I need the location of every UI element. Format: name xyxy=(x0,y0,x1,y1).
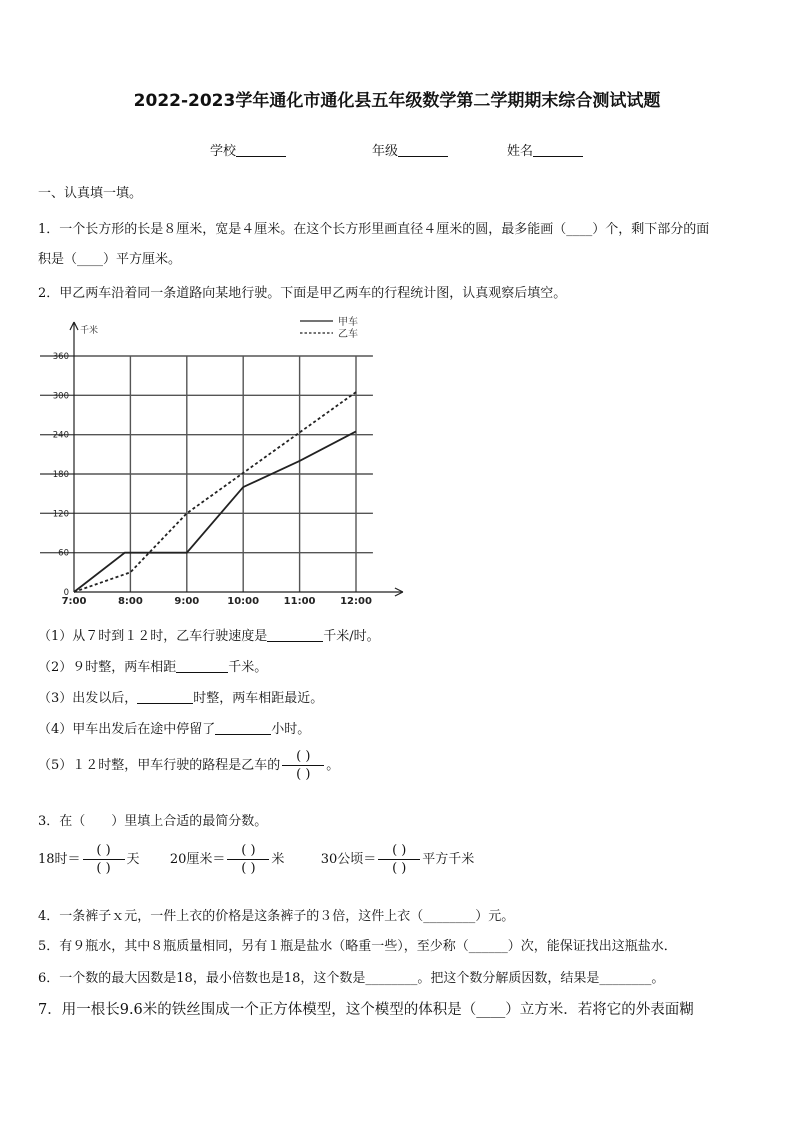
fraction-blank[interactable]: $\frac{( )}{( )}$ xyxy=(282,748,324,783)
question-3-items xyxy=(38,842,474,877)
question-2-part-2: （2）９时整，两车相距 千米。 xyxy=(38,660,268,675)
series-line-dashed xyxy=(74,392,356,592)
question-1-line-1: 1．一个长方形的长是８厘米，宽是４厘米。在这个长方形里画直径４厘米的圆，最多能画（____）个，剩下部分的面 xyxy=(38,222,710,237)
q3-item-1: 18时＝ $\frac{( )}{( )}$ 天 xyxy=(38,843,140,876)
y-tick-label: 240 xyxy=(52,430,69,441)
fraction-blank[interactable]: $\frac{( )}{( )}$ xyxy=(227,842,269,877)
chart-axes xyxy=(70,322,403,596)
section-heading: 一、认真填一填。 xyxy=(38,186,143,201)
x-tick-label: 12:00 xyxy=(340,596,372,607)
fraction-blank[interactable]: $\frac{( )}{( )}$ xyxy=(83,842,125,877)
school-blank[interactable] xyxy=(236,144,286,157)
y-tick-label: 300 xyxy=(52,391,69,402)
name-label: 姓名 xyxy=(507,144,534,159)
legend-label: 乙车 xyxy=(338,329,358,340)
school-label: 学校 xyxy=(210,144,237,159)
q3-item-2: 20厘米＝ $\frac{( )}{( )}$ 米 xyxy=(169,843,285,876)
question-2-part-1: （1）从７时到１２时，乙车行驶速度是 千米/时。 xyxy=(38,629,380,644)
question-3: 3．在（ ）里填上合适的最简分数。 xyxy=(38,814,268,829)
y-axis-label: 千米 xyxy=(80,326,99,336)
grade-label: 年级 xyxy=(372,144,399,159)
school-field xyxy=(210,140,286,159)
question-2-part-3: （3）出发以后， 时整，两车相距最近。 xyxy=(38,691,324,706)
question-2-part-4: （4）甲车出发后在途中停留了 小时。 xyxy=(38,722,311,737)
x-tick-label: 9:00 xyxy=(174,596,200,607)
question-7: 7．用一根长9.6米的铁丝围成一个正方体模型，这个模型的体积是（____）立方米．若将它的外表面糊 xyxy=(38,1002,694,1018)
x-tick-label: 8:00 xyxy=(117,596,143,607)
legend-label: 甲车 xyxy=(338,317,358,328)
chart-grid xyxy=(40,356,373,592)
y-tick-label: 0 xyxy=(63,588,69,598)
fraction-blank[interactable]: $\frac{( )}{( )}$ xyxy=(378,842,420,877)
chart-ticks xyxy=(53,352,372,607)
y-tick-label: 360 xyxy=(52,352,69,362)
answer-blank[interactable] xyxy=(267,629,323,642)
x-tick-label: 7:00 xyxy=(61,596,87,607)
question-1-line-2: 积是（____）平方厘米。 xyxy=(38,252,182,267)
series-line-solid xyxy=(74,431,356,592)
page-title: 2022-2023学年通化市通化县五年级数学第二学期期末综合测试试题 xyxy=(133,91,661,111)
question-5: 5．有９瓶水，其中８瓶质量相同，另有１瓶是盐水（略重一些），至少称（______）次，能保证找出这瓶盐水． xyxy=(38,939,677,954)
name-field xyxy=(507,140,583,159)
question-4: 4．一条裤子ｘ元，一件上衣的价格是这条裤子的３倍，这件上衣（________）元。 xyxy=(38,909,515,924)
answer-blank[interactable] xyxy=(176,660,228,673)
question-2-part-5: （5）１２时整，甲车行驶的路程是乙车的 $\frac{( )}{( )}$ 。 xyxy=(38,749,340,782)
x-tick-label: 10:00 xyxy=(227,596,260,607)
travel-chart xyxy=(38,312,413,610)
grade-blank[interactable] xyxy=(398,144,448,157)
y-tick-label: 60 xyxy=(58,548,69,559)
y-tick-label: 180 xyxy=(52,470,69,480)
x-tick-label: 11:00 xyxy=(283,596,316,607)
q3-item-3: 30公顷＝ $\frac{( )}{( )}$ 平方千米 xyxy=(320,843,475,876)
answer-blank[interactable] xyxy=(137,691,193,704)
grade-field xyxy=(372,140,448,159)
question-6: 6．一个数的最大因数是18，最小倍数也是18，这个数是________。把这个数分解质因数，结果是________。 xyxy=(38,971,665,986)
name-blank[interactable] xyxy=(533,144,583,157)
y-tick-label: 120 xyxy=(52,509,69,520)
question-2: 2．甲乙两车沿着同一条道路向某地行驶。下面是甲乙两车的行程统计图，认真观察后填空。 xyxy=(38,286,567,301)
chart-legend xyxy=(300,316,358,340)
answer-blank[interactable] xyxy=(215,722,271,735)
chart-lines xyxy=(74,392,356,592)
